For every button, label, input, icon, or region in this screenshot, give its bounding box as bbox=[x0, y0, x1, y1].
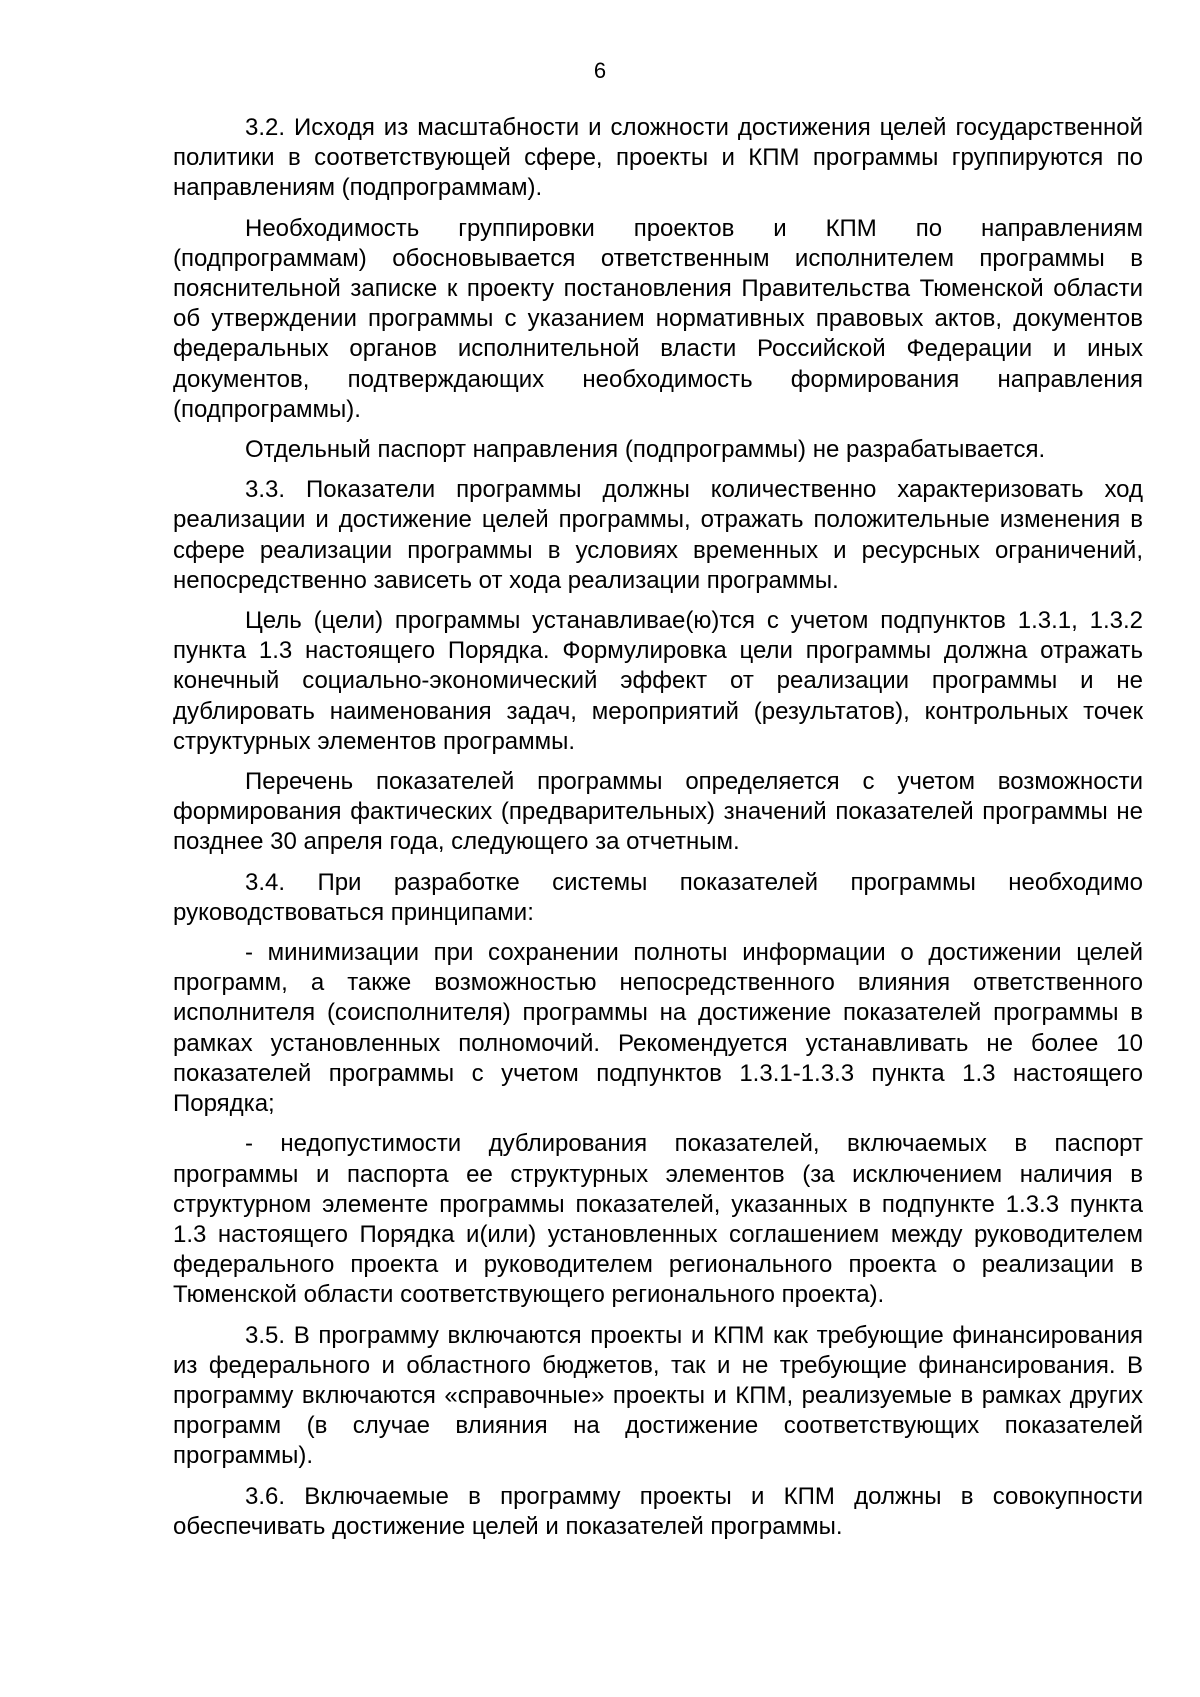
paragraph-grouping-justification: Необходимость группировки проектов и КПМ по направлениям (подпрограммам) обосновывается ответственным исполнителем программы в пояснительной записке к проекту постановления Правительства Тюменской области об утверждении программы с указанием нормативных правовых актов, документов федеральных органов исполнительной власти Российской Федерации и иных документов, подтверждающих необходимость формирования направления (подпрограммы). bbox=[173, 214, 1143, 423]
list-item-minimization: - минимизации при сохранении полноты информации о достижении целей программ, а также возможностью непосредственного влияния ответственного исполнителя (соисполнителя) программы на достижение показателей программы в рамках установленных полномочий. Рекомендуется устанавливать не более 10 показателей программы с учетом подпунктов 1.3.1-1.3.3 пункта 1.3 настоящего Порядка; bbox=[173, 939, 1143, 1118]
paragraph-3-4: 3.4. При разработке системы показателей программы необходимо руководствоваться принципами: bbox=[173, 868, 1143, 926]
paragraph-indicators-list: Перечень показателей программы определяется с учетом возможности формирования фактических (предварительных) значений показателей программы не позднее 30 апреля года, следующего за отчетным. bbox=[173, 768, 1143, 856]
paragraph-3-5: 3.5. В программу включаются проекты и КПМ как требующие финансирования из федерального и областного бюджетов, так и не требующие финансирования. В программу включаются «справочные» проекты и КПМ, реализуемые в рамках других программ (в случае влияния на достижение соответствующих показателей программы). bbox=[173, 1321, 1143, 1470]
paragraph-program-goal: Цель (цели) программы устанавливае(ю)тся с учетом подпунктов 1.3.1, 1.3.2 пункта 1.3 настоящего Порядка. Формулировка цели программы должна отражать конечный социально-экономический эффект от реализации программы и не дублировать наименования задач, мероприятий (результатов), контрольных точек структурных элементов программы. bbox=[173, 607, 1143, 755]
list-item-no-duplication: - недопустимости дублирования показателей, включаемых в паспорт программы и паспорта ее структурных элементов (за исключением наличия в структурном элементе программы показателей, указанных в подпункте 1.3.3 пункта 1.3 настоящего Порядка и(или) установленных соглашением между руководителем федерального проекта и руководителем регионального проекта о реализации в Тюменской области соответствующего регионального проекта). bbox=[173, 1130, 1143, 1309]
paragraph-3-3: 3.3. Показатели программы должны количественно характеризовать ход реализации и достижение целей программы, отражать положительные изменения в сфере реализации программы в условиях временных и ресурсных ограничений, непосредственно зависеть от хода реализации программы. bbox=[173, 476, 1143, 594]
paragraph-separate-passport: Отдельный паспорт направления (подпрограммы) не разрабатывается. bbox=[245, 436, 1046, 464]
paragraph-3-6: 3.6. Включаемые в программу проекты и КПМ должны в совокупности обеспечивать достижение целей и показателей программы. bbox=[173, 1482, 1143, 1540]
document-body bbox=[173, 113, 1143, 1552]
page-number: 6 bbox=[593, 58, 607, 83]
paragraph-3-2: 3.2. Исходя из масштабности и сложности достижения целей государственной политики в соответствующей сфере, проекты и КПМ программы группируются по направлениям (подпрограммам). bbox=[173, 114, 1143, 202]
